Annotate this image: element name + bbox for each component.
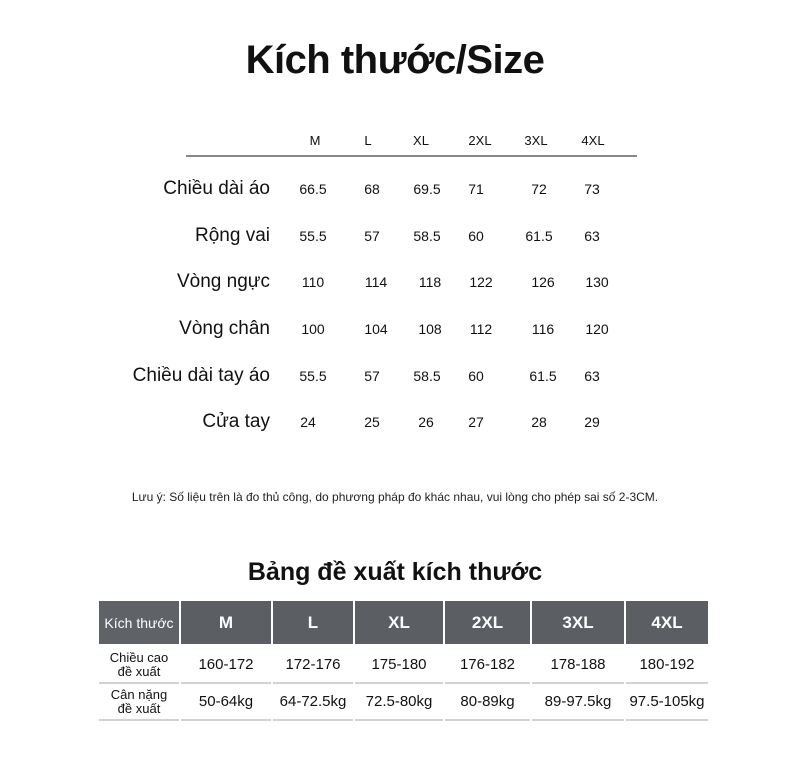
measure-value: 55.5 [299, 228, 327, 244]
measure-value: 110 [301, 274, 325, 290]
measure-value: 26 [418, 414, 434, 430]
table-cell: 176-182 [445, 647, 530, 684]
measure-value: 118 [418, 274, 442, 290]
measure-value: 68 [364, 181, 380, 197]
measure-value: 104 [364, 321, 388, 337]
measure-label: Chiều dài tay áo [132, 365, 270, 386]
size-header-xl: XL [413, 133, 429, 148]
measure-label: Cửa tay [202, 411, 270, 432]
measure-value: 122 [469, 274, 493, 290]
header-label-cell: Kích thước [99, 601, 179, 647]
row-label-line: đề xuất [117, 663, 161, 679]
measure-value: 57 [364, 368, 380, 384]
table-cell: 97.5-105kg [626, 684, 708, 721]
row-label [99, 684, 179, 721]
table-cell: 180-192 [626, 647, 708, 684]
measure-label: Vòng chân [179, 318, 270, 339]
measure-value: 63 [584, 228, 600, 244]
measure-value: 58.5 [413, 228, 441, 244]
measure-value: 116 [531, 321, 555, 337]
measure-row [0, 271, 790, 297]
size-recommendation-table [97, 601, 710, 721]
measure-value: 73 [584, 181, 600, 197]
header-size-l: L [273, 601, 353, 647]
header-divider [186, 155, 637, 157]
table-row [99, 684, 708, 721]
header-size-2xl: 2XL [445, 601, 530, 647]
size-header-2xl: 2XL [468, 133, 492, 148]
measure-value: 60 [468, 228, 484, 244]
size-header-m: M [309, 133, 321, 148]
measure-row [0, 225, 790, 251]
measure-value: 29 [584, 414, 600, 430]
table-cell: 72.5-80kg [355, 684, 443, 721]
table-cell: 178-188 [532, 647, 624, 684]
size-header-l: L [364, 133, 372, 148]
recommend-title: Bảng đề xuất kích thước [247, 558, 543, 586]
measure-value: 72 [531, 181, 547, 197]
measurement-note: Lưu ý: Số liệu trên là đo thủ công, do phương pháp đo khác nhau, vui lòng cho phép sai số 2-3CM. [131, 490, 659, 504]
measure-value: 60 [468, 368, 484, 384]
measure-value: 66.5 [299, 181, 327, 197]
measure-value: 28 [531, 414, 547, 430]
measure-row [0, 365, 790, 391]
measure-value: 57 [364, 228, 380, 244]
header-size-4xl: 4XL [626, 601, 708, 647]
measure-value: 130 [585, 274, 609, 290]
page-title: Kích thước/Size [245, 38, 545, 82]
header-size-3xl: 3XL [532, 601, 624, 647]
row-label [99, 647, 179, 684]
size-header-row [0, 133, 790, 153]
size-header-3xl: 3XL [524, 133, 548, 148]
table-cell: 172-176 [273, 647, 353, 684]
measure-label: Vòng ngực [176, 271, 270, 292]
table-row [99, 647, 708, 684]
measure-value: 61.5 [525, 228, 553, 244]
measure-label: Rộng vai [195, 225, 270, 246]
header-size-m: M [181, 601, 271, 647]
row-label-line: đề xuất [117, 700, 161, 716]
table-header-row [99, 601, 708, 647]
measure-value: 100 [301, 321, 325, 337]
size-header-4xl: 4XL [581, 133, 605, 148]
table-cell: 80-89kg [445, 684, 530, 721]
table-cell: 64-72.5kg [273, 684, 353, 721]
measure-value: 114 [364, 274, 388, 290]
table-cell: 175-180 [355, 647, 443, 684]
row-label-line: Cân nặng [110, 686, 168, 702]
measure-value: 58.5 [413, 368, 441, 384]
table-cell: 160-172 [181, 647, 271, 684]
measure-row [0, 178, 790, 204]
measure-row [0, 411, 790, 437]
measure-value: 108 [418, 321, 442, 337]
measure-value: 69.5 [413, 181, 441, 197]
measure-value: 120 [585, 321, 609, 337]
measure-value: 112 [469, 321, 493, 337]
measure-value: 71 [468, 181, 484, 197]
measure-value: 25 [364, 414, 380, 430]
measure-value: 126 [531, 274, 555, 290]
measure-value: 24 [300, 414, 316, 430]
measure-value: 27 [468, 414, 484, 430]
table-cell: 50-64kg [181, 684, 271, 721]
measure-label: Chiều dài áo [163, 178, 270, 199]
measure-value: 61.5 [529, 368, 557, 384]
measure-row [0, 318, 790, 344]
measure-value: 63 [584, 368, 600, 384]
row-label-line: Chiều cao [109, 649, 169, 665]
header-size-xl: XL [355, 601, 443, 647]
measure-value: 55.5 [299, 368, 327, 384]
table-cell: 89-97.5kg [532, 684, 624, 721]
